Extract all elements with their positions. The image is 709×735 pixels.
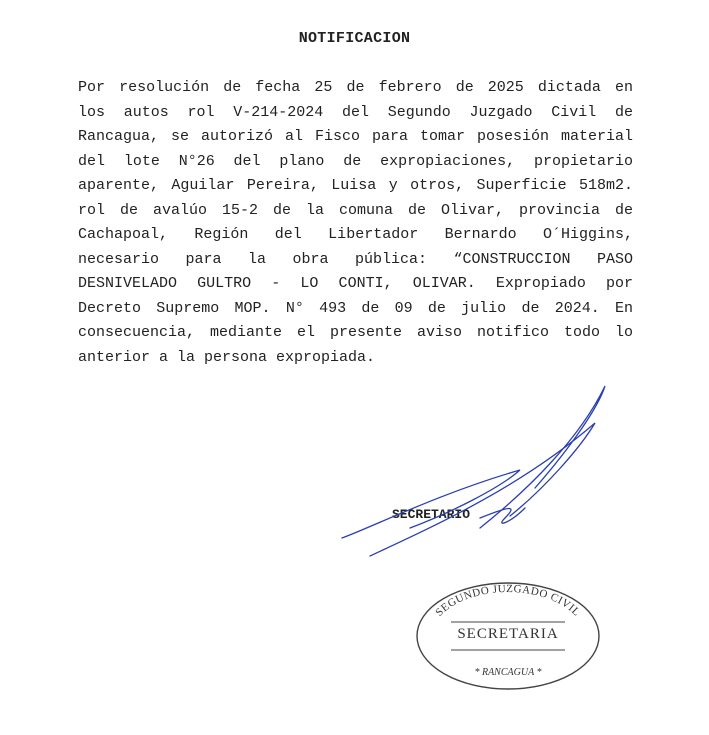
stamp-top-text: SEGUNDO JUZGADO CIVIL [433, 582, 583, 619]
notice-body [78, 76, 633, 370]
handwritten-signature [330, 378, 630, 563]
stamp-center-text: SECRETARIA [457, 626, 559, 642]
signer-label: SECRETARIO [392, 507, 471, 522]
notice-line: anterior a la persona expropiada. [78, 348, 376, 366]
svg-text:SEGUNDO JUZGADO CIVIL [433, 583, 582, 619]
notice-line: Cachapoal, Región del Libertador Bernardo O´Higgins, [78, 226, 633, 243]
court-stamp [413, 580, 603, 692]
stamp-bottom-text: * RANCAGUA * [474, 667, 542, 678]
notice-line: los autos rol V-214-2024 del Segundo Juzgado Civil de [78, 103, 633, 121]
notice-line: del lote N°26 del plano de expropiaciones, propietario [78, 152, 633, 170]
notice-line: consecuencia, mediante el presente aviso notifico todo lo [78, 324, 633, 341]
notice-line: DESNIVELADO GULTRO - LO CONTI, OLIVAR. Expropiado por [78, 275, 633, 292]
notice-line: necesario para la obra pública: “CONSTRUCCION PASO [78, 250, 633, 268]
notice-line: aparente, Aguilar Pereira, Luisa y otros, Superficie 518m2. [78, 177, 633, 194]
notice-title: NOTIFICACION [298, 30, 411, 47]
notice-line: rol de avalúo 15-2 de la comuna de Olivar, provincia de [78, 201, 633, 219]
notice-line: Rancagua, se autorizó al Fisco para tomar posesión material [78, 128, 633, 145]
notice-line: Decreto Supremo MOP. N° 493 de 09 de julio de 2024. En [78, 299, 633, 317]
notice-line: Por resolución de fecha 25 de febrero de 2025 dictada en [78, 79, 633, 96]
